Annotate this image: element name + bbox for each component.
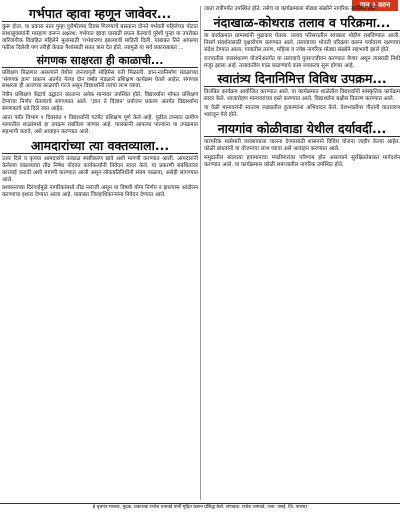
left-column — [2, 6, 198, 201]
page-continuation-badge: पान ३ वरुन — [352, 0, 398, 11]
article-paragraph: समुद्रातील बदलत्या हवामानाचा मच्छीमारांवर परिणाम होत असल्याने सुरक्षिततेबाबत मार्गदर्शन करण्यात आले. या कार्यक्रमास कोळी समाजातील नागरिक उपस्थित होते. — [204, 154, 400, 168]
article-paragraph: आता पर्यंत विभाग १ दिवसात १ विद्यार्थ्यांनी गटमेंट प्रशिक्षण पूर्ण केले आहे. पुढील टप्प्यात ग्रामीण भागातील शाळांमध्ये हा उपक्रम राबविला जाणार आहे. पालकांनी आपल्या पाल्यांना या उपक्रमात सहभागी करावे, असे आवाहन करण्यात आले. — [2, 115, 198, 135]
imprint-footer: हे वृत्तपत्र मालक, मुद्रक, प्रकाशक राजेश धनावडे यांनी मुद्रित करून प्रसिद्ध केले. संपादक: राजेश धनावडे, पत्ता: वसई, जि. पालघर — [0, 503, 400, 516]
headline-right-1: नंदाखाळ-कोथराड तलाव व परिक्रमा... — [204, 15, 400, 31]
article-paragraph: राज्यातील जलसंधारण योजनेअंतर्गत या तलावाचे पुनरुज्जीवन करण्यात येणार असून त्यासाठी निधी मंजूर झाला आहे. तलावातील गाळ काढण्याचे काम लवकरच सुरू होणार आहे. — [204, 55, 400, 69]
headline-left-1: गर्भपात व्हावा म्हणून जावेवर... — [2, 6, 198, 22]
column-divider — [200, 6, 201, 500]
right-column — [204, 6, 400, 171]
article-paragraph: कुरू होता. या प्रकारा नंतर पुन्हा पुरोषोत्तमा दिवस गिरण्याचे बसताना दोनने गर्भवती महिलेच्या पोटात लाथाबुक्क्यांनी मारहाण करून अक्षरश: गर्भपात व्हावा यासाठी प्रयत्न केल्याचे पुरेशी पुन्हा या उपरोक्त वारिंवांगीक विवाहित महिलेने मुलासाठी 'गर्भधारणा झाल्याची माहिती दिली. याबाबत तिने आपल्या पतीला दिलेली पण तरीही केवळ पैशांसाठी सतत त्रास देत होते. त्यामुळे या सर्व प्रकाराबाबत ... — [2, 24, 198, 51]
article-paragraph: जाता रात्रीपर्यंत उपस्थित होते. तसेच या कार्यक्रमाला मोठ्या संख्येने नागरिक उपस्थित होते. — [204, 6, 378, 12]
article-paragraph: उत्तर दिले व कृपया आमदारांचे तत्काळ स्पष्टीकरण द्यावे अशी मागणी करण्यात आली. आमदारांनी केलेल्या वक्तव्याचा तीव्र निषेध नोंदवत कार्यकर्त्यांनी निवेदन सादर केले. या प्रकरणी संबंधितांवर कारवाई करावी अशी मागणी करण्यात आली असून लोकप्रतिनिधींनी संयम पाळावा, असेही सांगण्यात आले. — [2, 155, 198, 183]
article-paragraph: विलंबित कार्यक्रम आयोजित करण्यात आले. या कार्यक्रमात शाळेतील विद्यार्थ्यांनी सांस्कृतिक कार्यक्रम सादर केले. ध्वजारोहण मान्यवरांच्या हस्ते करण्यात आले. विद्यार्थ्यांना बक्षीस वितरण करण्यात आले. — [204, 89, 400, 103]
headline-right-2: स्वातंत्र्य दिनानिमित्त विविध उपक्रम... — [204, 71, 400, 87]
article-paragraph: पारंपरिक मासेमारी व्यवसायाला चालना देण्यासाठी शासनाने विविध योजना जाहीर केल्या आहेत. कोळी बांधवांनी या योजनांचा लाभ घ्यावा असे आवाहन करण्यात आले. — [204, 139, 400, 152]
article-paragraph: प्रशासनाच्या दिरंगाईमुळे नागरिकांमध्ये तीव्र नाराजी असून या विषयी योग्य निर्णय न झाल्यास आंदोलन करण्याचा इशारा देण्यात आला आहे. याबाबत जिल्हाधिकाऱ्यांना निवेदन देण्यात आले. — [2, 185, 198, 199]
headline-left-3: आमदारांच्या त्या वक्तव्याला... — [2, 138, 198, 154]
article-paragraph: प्रशिक्षण मिळणार असल्याने येथील जनजागृती मोहिमेस गती मिळाली. ज्ञान-नवनिर्माण मंडळाच्या 'संगणक ज्ञान' प्रकल्प अंतर्गत गेल्या दोन वर्षात मंडळाने प्रशिक्षण कार्यक्रम घेतले आहेत. संगणक साक्षरता ही आजच्या काळाची गरज असून विद्यार्थ्यांनी त्याचा लाभ घ्यावा. — [2, 69, 198, 90]
article-paragraph: या कार्यक्रमात ग्रामस्थांनी पुढाकार घेतला. तलाव परिसरातील स्वच्छता मोहीम राबविण्यात आली. निसर्ग संवर्धनासाठी वृक्षारोपण करण्यात आले. तलावाच्या भोवती परिक्रमा करून पर्यावरण रक्षणाचा संदेश देण्यात आला. गावातील तरुण, महिला व ज्येष्ठ नागरिक मोठ्या संख्येने सहभागी झाले होते. — [204, 32, 400, 53]
article-paragraph: नेवीन प्रशिक्षण केंद्राचे उद्घाटन करताना अनेक मान्यवर उपस्थित होते. विद्यार्थ्यांना मोफत प्रशिक्षण देण्याचा निर्णय घेतल्याचे सांगण्यात आले. 'ज्ञान ते विज्ञान' प्रयोजन प्रकल्प अंतर्गत विद्यार्थ्यांना संगणकाचे धडे दिले जात आहेत. — [2, 92, 198, 113]
article-paragraph: या वेळी मान्यवरांनी स्वातंत्र्य लढ्यातील हुतात्म्यांना अभिवादन केले. देशभक्तीपर गीतांनी वातावरण भारावून गेले होते. — [204, 105, 400, 119]
headline-right-3: नायगांव कोळीवाडा येथील दर्यावर्दी... — [204, 121, 400, 137]
headline-left-2: संगणक साक्षरता ही काळाची... — [2, 54, 198, 68]
